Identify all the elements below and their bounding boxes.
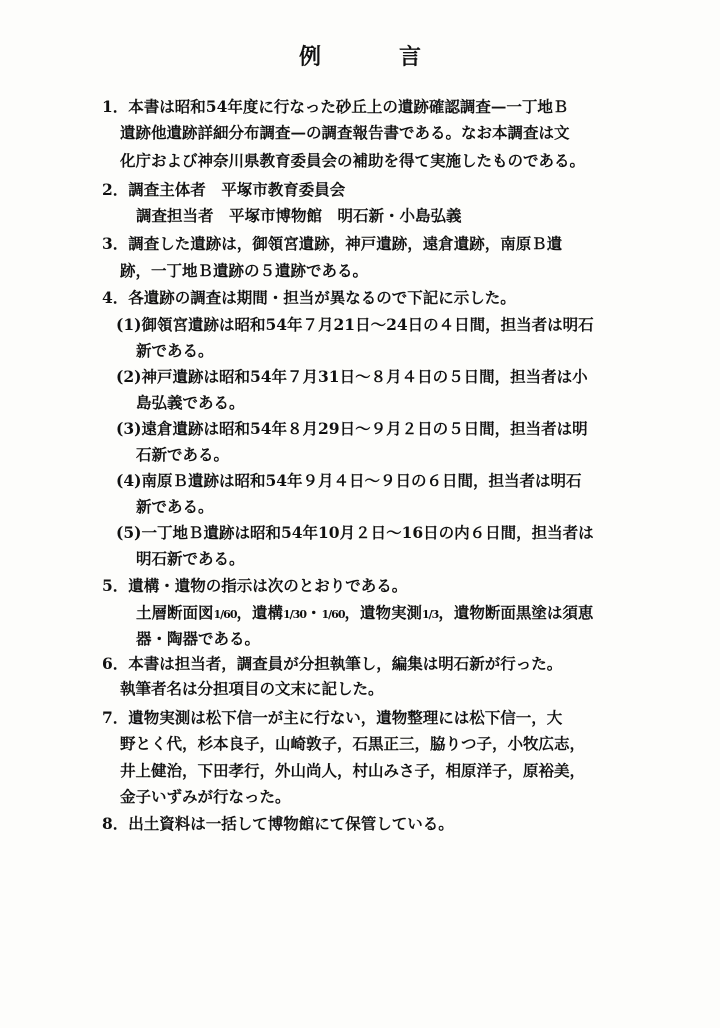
item-5-line-3: 器・陶器である。 (136, 629, 261, 648)
item-4-sub-1-line-1: (1)御領宮遺跡は昭和54年７月21日～24日の４日間，担当者は明石 (116, 315, 594, 334)
item-4-sub-5-line-1: (5)一丁地Ｂ遺跡は昭和54年10月２日～16日の内６日間，担当者は (116, 523, 594, 542)
item-1-line-3: 化庁および神奈川県教育委員会の補助を得て実施したものである。 (120, 151, 586, 170)
item-1-line-1 (102, 96, 568, 118)
scale-fraction-feature-2: 1/60 (321, 608, 345, 621)
item-7-line-4: 金子いずみが行なった。 (120, 787, 291, 806)
item-4-sub-4-line-1: (4)南原Ｂ遺跡は昭和54年９月４日～９日の６日間，担当者は明石 (116, 471, 582, 490)
scale-fraction-artifact: 1/3 (422, 608, 439, 621)
scale-text-a: 土層断面図 (136, 603, 214, 622)
item-7-number: 7． (102, 708, 129, 727)
item-2-number: 2． (102, 180, 129, 199)
item-5-scale-line (136, 602, 593, 626)
item-4-sub-5-line-2: 明石新である。 (136, 549, 245, 568)
item-5-text-1: 遺構・遺物の指示は次のとおりである。 (128, 576, 408, 595)
item-3-line-1 (102, 233, 562, 255)
scale-fraction-feature-1: 1/30 (283, 608, 306, 621)
item-4-sub-3-line-2: 石新である。 (136, 445, 230, 464)
item-5-number: 5． (102, 576, 129, 595)
item-2-line-2: 調査担当者 平塚市博物館 明石新・小島弘義 (136, 206, 462, 225)
item-4-sub-3-line-1: (3)遠倉遺跡は昭和54年８月29日～９月２日の５日間，担当者は明 (116, 419, 588, 438)
item-3-text-1: 調査した遺跡は，御領宮遺跡，神戸遺跡，遠倉遺跡，南原Ｂ遺 (128, 234, 563, 253)
item-1-text-1: 本書は昭和54年度に行なった砂丘上の遺跡確認調査—一丁地Ｂ (128, 97, 569, 116)
item-8-number: 8． (102, 814, 129, 833)
item-4-text-1: 各遺跡の調査は期間・担当が異なるので下記に示した。 (128, 288, 516, 307)
item-6-number: 6． (102, 654, 129, 673)
item-6-line-2: 執筆者名は分担項目の文末に記した。 (120, 679, 384, 698)
item-7-line-1 (102, 707, 562, 729)
item-3-number: 3． (102, 234, 129, 253)
item-3-line-2: 跡，一丁地Ｂ遺跡の５遺跡である。 (120, 261, 369, 280)
scale-text-b: ，遺構 (236, 603, 284, 622)
item-4-sub-2-line-1: (2)神戸遺跡は昭和54年７月31日～８月４日の５日間，担当者は小 (116, 367, 588, 386)
scale-text-d: ，遺物実測 (344, 603, 423, 622)
item-4-sub-2-line-2: 島弘義である。 (136, 393, 245, 412)
page-title: 例 言 (298, 44, 449, 70)
item-8-text-1: 出土資料は一括して博物館にて保管している。 (128, 814, 454, 833)
item-6-line-1 (102, 653, 562, 675)
item-2-line-1 (102, 179, 345, 201)
item-7-line-3: 井上健治，下田孝行，外山尚人，村山みさ子，相原洋子，原裕美， (120, 761, 586, 780)
item-1-line-2: 遺跡他遺跡詳細分布調査—の調査報告書である。なお本調査は文 (120, 123, 570, 142)
item-5-line-1 (102, 575, 407, 597)
item-4-sub-1-line-2: 新である。 (136, 341, 214, 360)
item-4-number: 4． (102, 288, 129, 307)
item-8-line-1 (102, 813, 454, 835)
item-4-sub-4-line-2: 新である。 (136, 497, 214, 516)
scale-text-e: ，遺物断面黒塗は須恵 (438, 603, 594, 622)
item-7-line-2: 野とく代，杉本良子，山崎敦子，石黒正三，脇りつ子，小牧広志， (120, 734, 586, 753)
scale-fraction-soil: 1/60 (213, 608, 237, 621)
item-2-text-1: 調査主体者 平塚市教育委員会 (128, 180, 346, 199)
scale-text-c: ・ (306, 603, 322, 622)
item-6-text-1: 本書は担当者，調査員が分担執筆し，編集は明石新が行った。 (128, 654, 563, 673)
item-1-number: 1． (102, 97, 129, 116)
item-7-text-1: 遺物実測は松下信一が主に行ない，遺物整理には松下信一，大 (128, 708, 563, 727)
item-4-line-1 (102, 287, 516, 309)
